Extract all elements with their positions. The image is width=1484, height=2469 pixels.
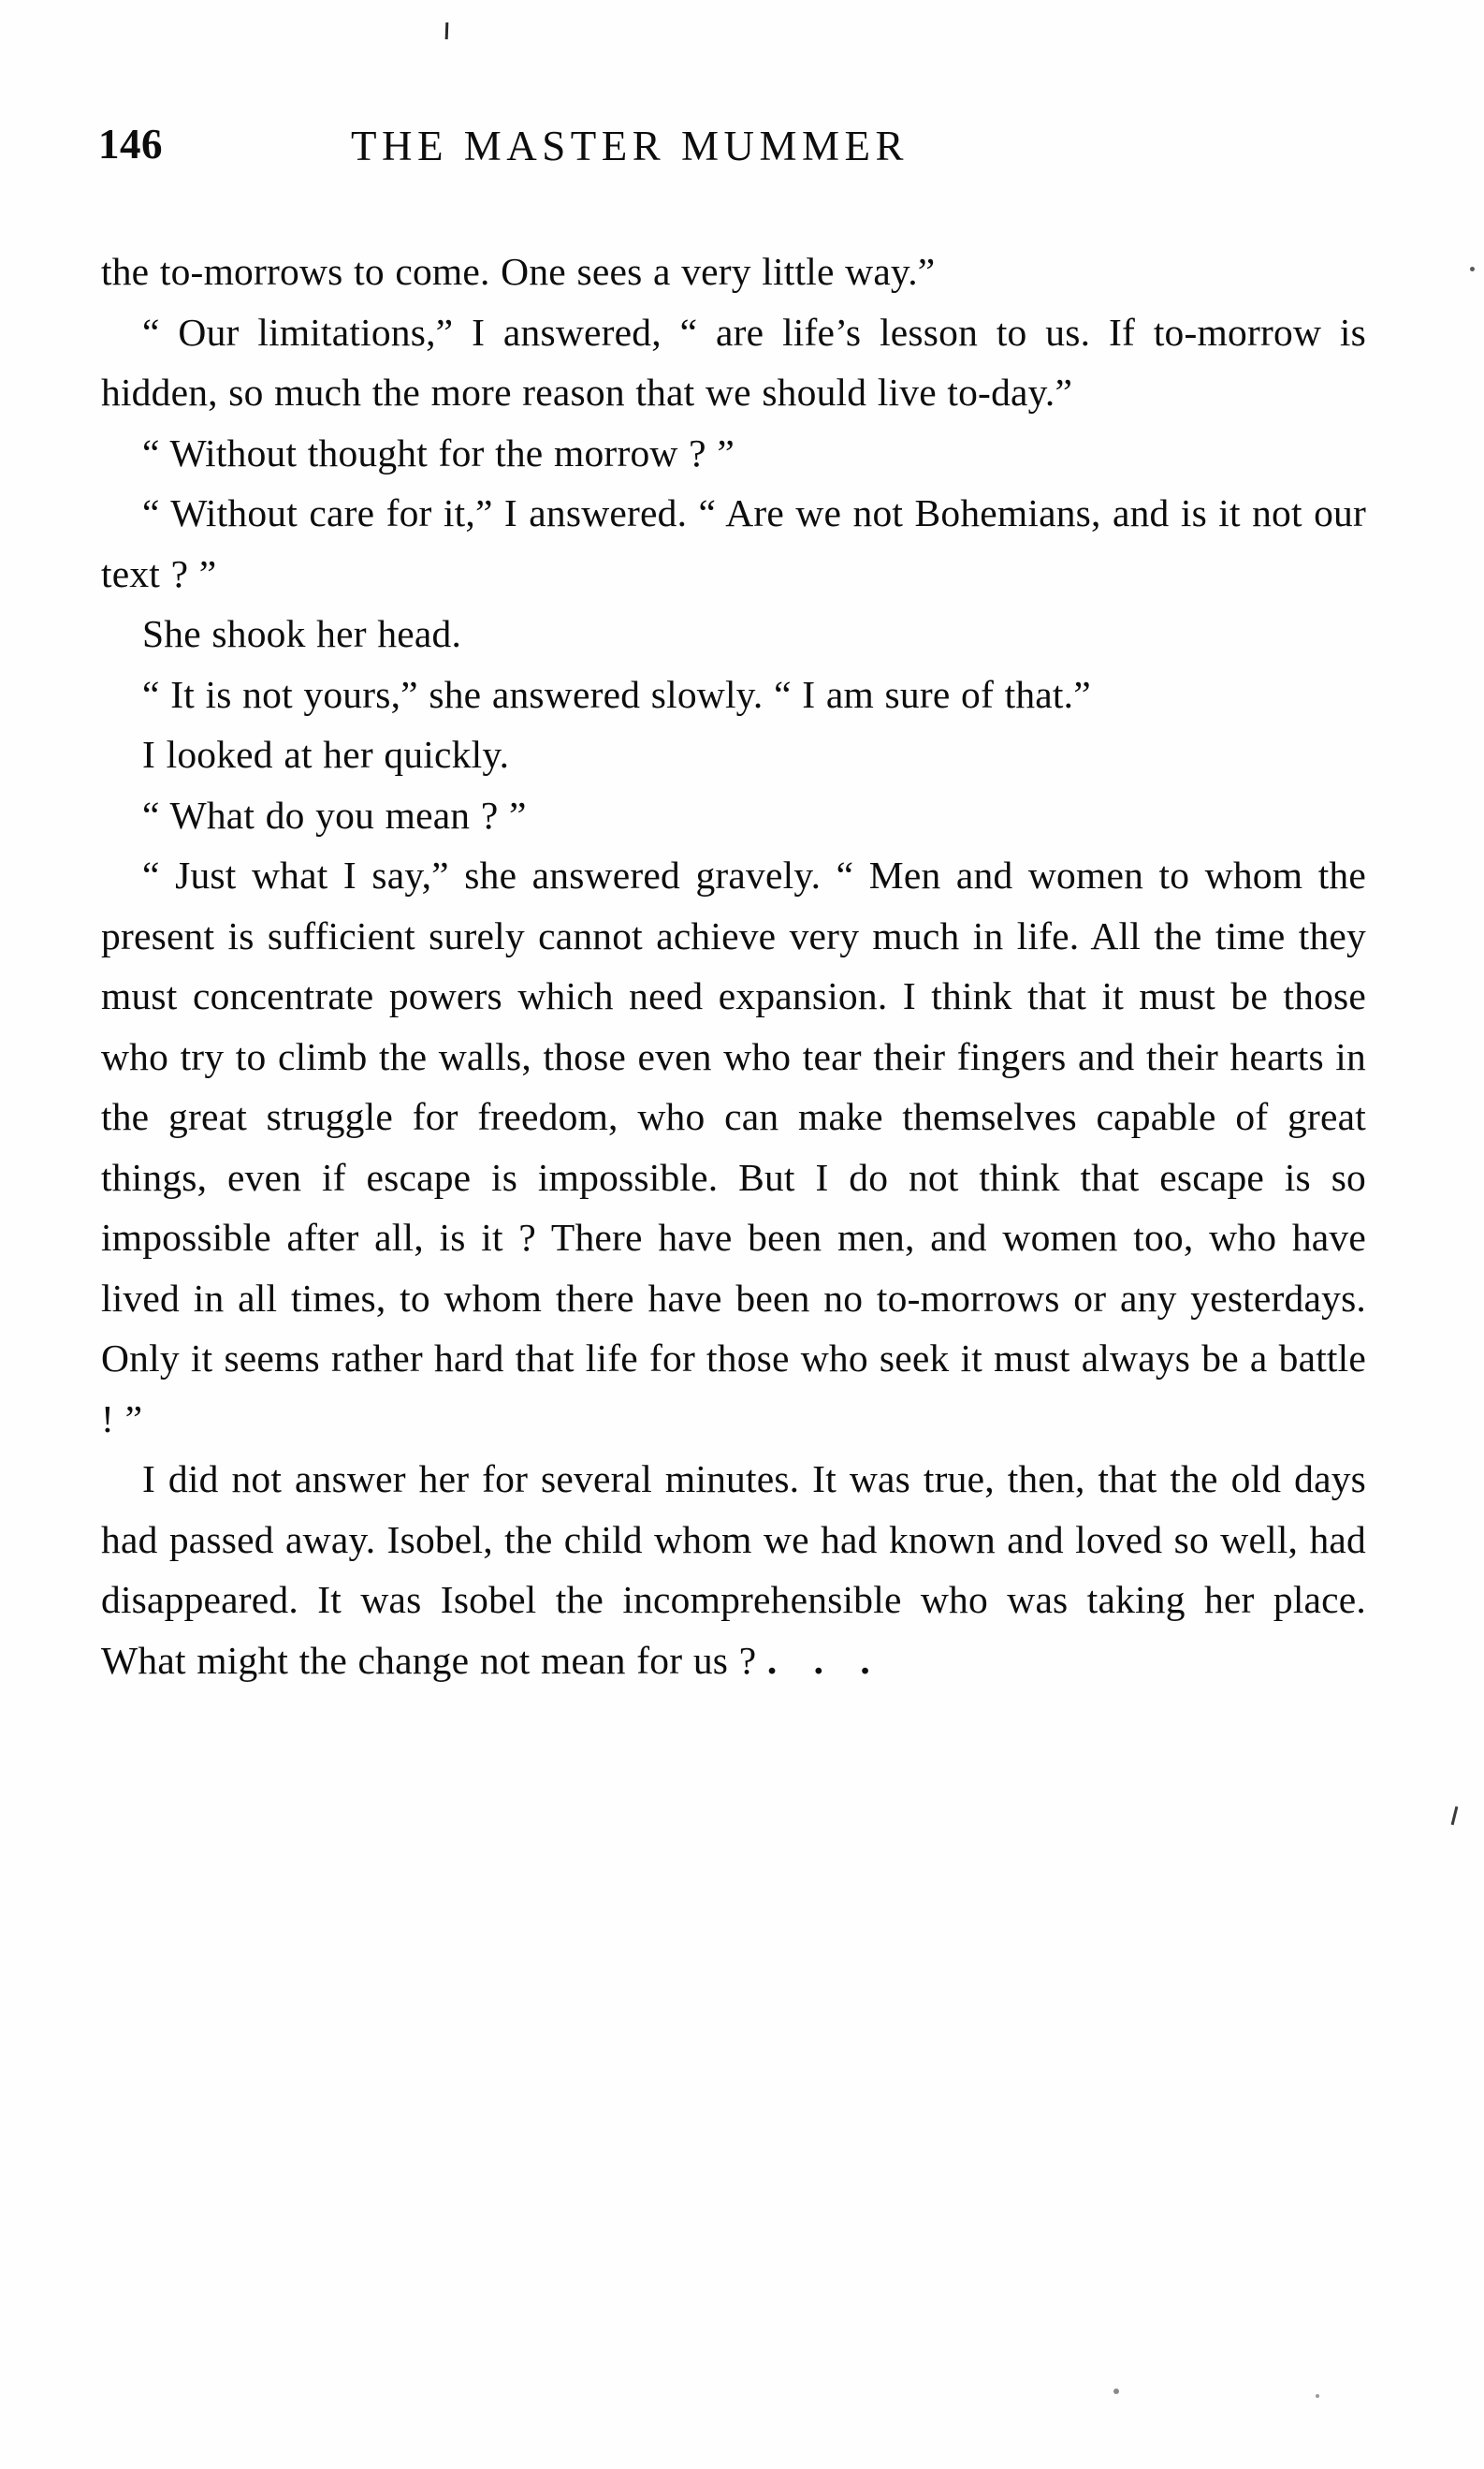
- page-speck-right-icon: [1451, 1806, 1459, 1825]
- page-speck-b-icon: [1113, 2389, 1119, 2394]
- page-speck-c-icon: [1316, 2394, 1319, 2398]
- trailing-ellipsis: . . .: [766, 1638, 883, 1682]
- paragraph: “ Without thought for the morrow ? ”: [142, 431, 735, 475]
- page-body: [101, 241, 1366, 1690]
- paragraph: “ Just what I say,” she answered gravely. “ Men and women to whom the present is sufficient surely cannot achieve very much in life. All the time they must concentrate powers which need expansion. I think that it must be those who try to climb the walls, those even who tear their fingers and their hearts in the great struggle for freedom, who can make themselves capable of great things, even if escape is impossible. But I do not think that escape is so impossible after all, is it ? There have been men, and women too, who have lived in all times, to whom there have been no to-morrows or any yesterdays. Only it seems rather hard that life for those who seek it must always be a battle ! ”: [101, 854, 1366, 1440]
- paragraph: I looked at her quickly.: [142, 733, 510, 776]
- paragraph: She shook her head.: [142, 612, 462, 655]
- paragraph: “ Our limitations,” I answered, “ are life’s lesson to us. If to-morrow is hidden, so much the more reason that we should live to-day.”: [101, 310, 1366, 414]
- page-speck-a-icon: [1470, 267, 1475, 271]
- page-number: 146: [98, 121, 163, 168]
- paragraph: “ It is not yours,” she answered slowly. “ I am sure of that.”: [142, 672, 1091, 716]
- paragraph: “ What do you mean ? ”: [142, 793, 527, 837]
- paragraph: the to-morrows to come. One sees a very little way.”: [101, 250, 936, 293]
- book-title: THE MASTER MUMMER: [351, 123, 909, 169]
- paragraph-final-text: I did not answer her for several minutes. It was true, then, that the old days had passed away. Isobel, the child whom we had known and loved so well, had disappeared. It was Isobel the incomprehensible who was taking her place. What might the change not mean for us ?: [101, 1457, 1366, 1682]
- running-head: [98, 120, 1315, 185]
- page-speck-top-icon: [445, 22, 449, 39]
- paragraph: “ Without care for it,” I answered. “ Are we not Bohemians, and is it not our text ? ”: [101, 491, 1366, 595]
- paragraph-final: [101, 1449, 1366, 1690]
